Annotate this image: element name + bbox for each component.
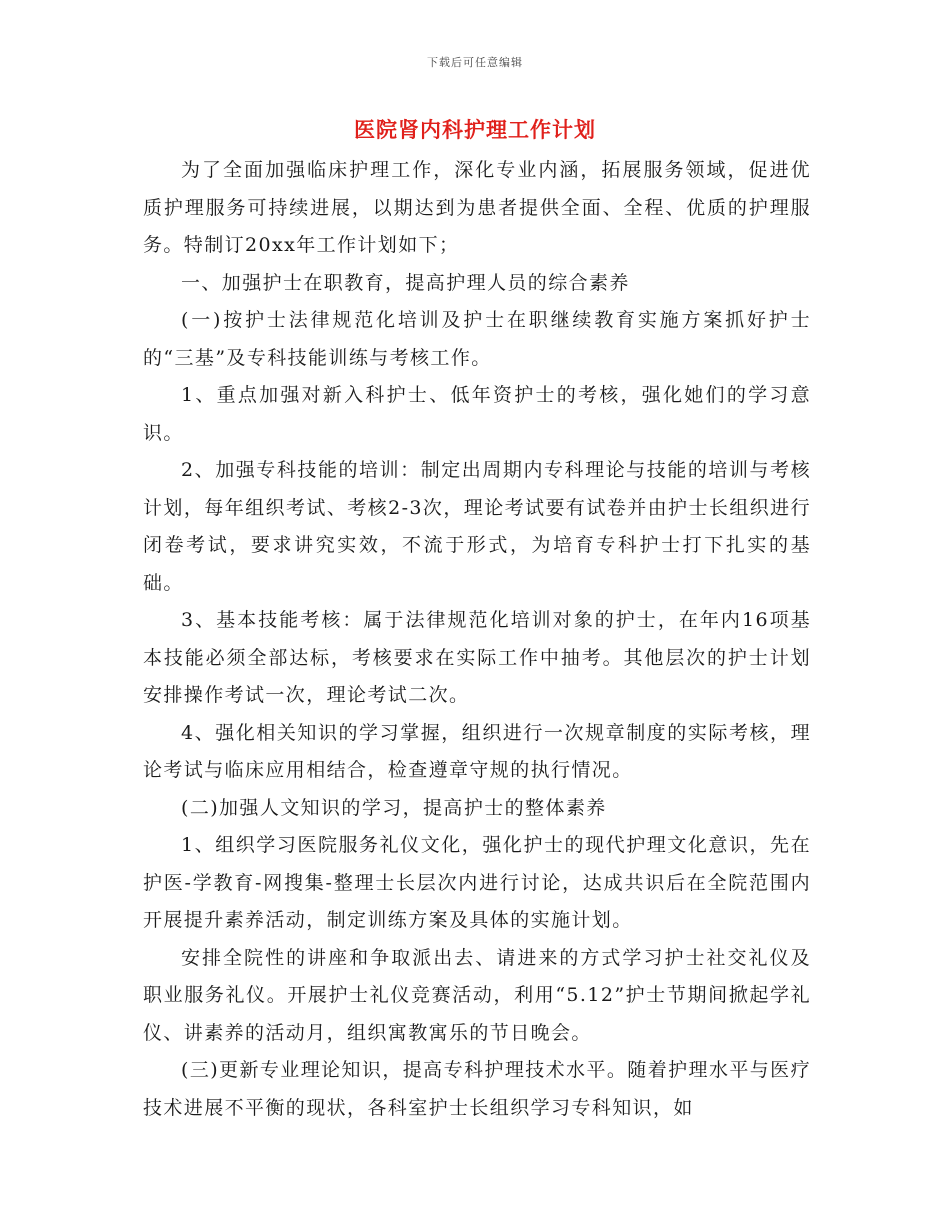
subsection-1: (一)按护士法律规范化培训及护士在职继续教育实施方案抓好护士的“三基”及专科技能训练与考核工作。: [143, 309, 811, 369]
section-heading-1: 一、加强护士在职教育，提高护理人员的综合素养: [181, 271, 630, 294]
list-item: 1、组织学习医院服务礼仪文化，强化护士的现代护理文化意识，先在护医-学教育-网搜集-整理士长层次内进行讨论，达成共识后在全院范围内开展提升素养活动，制定训练方案及具体的实施计划。: [143, 834, 811, 931]
list-item: 3、基本技能考核：属于法律规范化培训对象的护士，在年内16项基本技能必须全部达标，考核要求在实际工作中抽考。其他层次的护士计划安排操作考试一次，理论考试二次。: [143, 609, 811, 706]
header-note: 下载后可任意编辑: [427, 56, 523, 69]
subsection-2: (二)加强人文知识的学习，提高护士的整体素养: [181, 796, 607, 819]
subsection-3: (三)更新专业理论知识，提高专科护理技术水平。随着护理水平与医疗技术进展不平衡的现状，各科室护士长组织学习专科知识，如: [143, 1059, 811, 1119]
document-body: [143, 152, 811, 1127]
list-item: 1、重点加强对新入科护士、低年资护士的考核，强化她们的学习意识。: [143, 384, 811, 444]
list-item: 2、加强专科技能的培训：制定出周期内专科理论与技能的培训与考核计划，每年组织考试、考核2-3次，理论考试要有试卷并由护士长组织进行闭卷考试，要求讲究实效，不流于形式，为培育专科护士打下扎实的基础。: [143, 459, 811, 594]
list-item: 4、强化相关知识的学习掌握，组织进行一次规章制度的实际考核，理论考试与临床应用相结合，检查遵章守规的执行情况。: [143, 721, 811, 781]
paragraph: 安排全院性的讲座和争取派出去、请进来的方式学习护士社交礼仪及职业服务礼仪。开展护士礼仪竞赛活动，利用“5.12”护士节期间掀起学礼仪、讲素养的活动月，组织寓教寓乐的节日晚会。: [143, 946, 811, 1044]
paragraph-intro: 为了全面加强临床护理工作，深化专业内涵，拓展服务领域，促进优质护理服务可持续进展，以期达到为患者提供全面、全程、优质的护理服务。特制订20xx年工作计划如下；: [143, 159, 811, 256]
document-title: 医院肾内科护理工作计划: [354, 117, 596, 142]
